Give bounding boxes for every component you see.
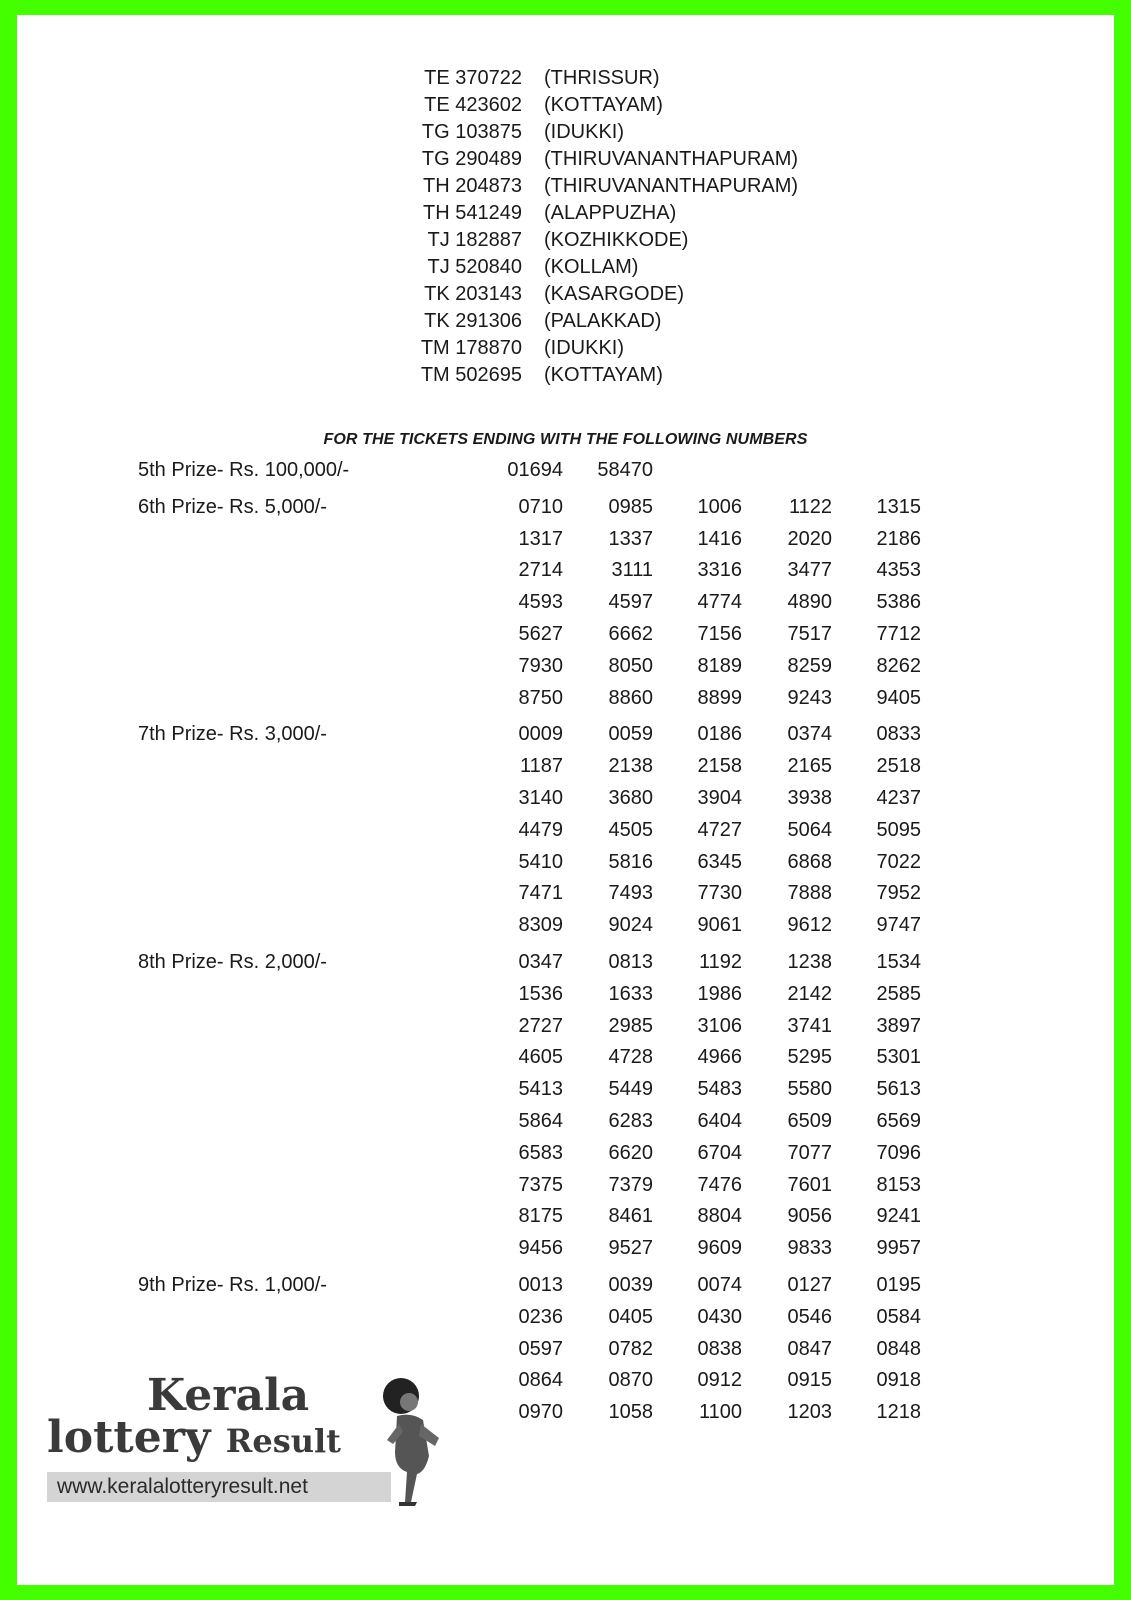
logo-kerala-text: Kerala bbox=[147, 1370, 310, 1421]
prize-number: 3938 bbox=[787, 787, 832, 809]
prize-number: 8309 bbox=[518, 914, 563, 937]
prize-number: 5483 bbox=[697, 1078, 742, 1101]
prize-number: 4237 bbox=[876, 787, 921, 809]
winner-place: (KASARGODE) bbox=[544, 283, 685, 305]
prize-number: 8153 bbox=[876, 1173, 921, 1196]
prize-number: 9243 bbox=[787, 686, 832, 709]
prize-number: 5295 bbox=[787, 1046, 832, 1069]
prize-number: 3904 bbox=[697, 787, 742, 809]
prize-number: 6345 bbox=[697, 850, 742, 873]
prize-number: 0985 bbox=[608, 495, 653, 518]
prize-number: 5410 bbox=[518, 850, 563, 873]
winner-row bbox=[17, 202, 1114, 229]
winner-row bbox=[17, 148, 1114, 175]
prize-number: 2138 bbox=[608, 755, 653, 778]
prize-number: 9456 bbox=[518, 1237, 563, 1260]
prize-number: 5816 bbox=[608, 850, 653, 873]
winner-place: (THIRUVANANTHAPURAM) bbox=[544, 175, 799, 197]
winner-row bbox=[17, 229, 1114, 256]
prize-number: 0039 bbox=[608, 1274, 653, 1296]
result-page bbox=[17, 15, 1114, 1585]
prize-number: 1633 bbox=[608, 982, 653, 1005]
prize-number: 1238 bbox=[787, 951, 832, 973]
prize-number: 7888 bbox=[787, 882, 832, 905]
winner-row bbox=[17, 256, 1114, 283]
winner-row bbox=[17, 94, 1114, 121]
winner-place: (IDUKKI) bbox=[544, 121, 624, 143]
prize-number: 5627 bbox=[518, 623, 563, 645]
prize-number: 1058 bbox=[608, 1401, 653, 1424]
prize-number: 7471 bbox=[518, 882, 563, 905]
prize-number: 1006 bbox=[697, 495, 742, 518]
winner-place: (ALAPPUZHA) bbox=[544, 202, 677, 224]
prize-number: 4353 bbox=[876, 559, 921, 582]
prize-number: 1317 bbox=[518, 527, 563, 550]
prize-number: 4774 bbox=[697, 591, 742, 614]
prize-number: 3140 bbox=[518, 787, 563, 809]
prize-number: 0059 bbox=[608, 723, 653, 746]
prize-number: 7077 bbox=[787, 1141, 832, 1164]
prize-number: 7493 bbox=[608, 882, 653, 905]
logo-lottery-word: lottery bbox=[47, 1412, 211, 1463]
prize-number: 7601 bbox=[787, 1173, 832, 1196]
prize-number: 2585 bbox=[876, 982, 921, 1005]
prize-number: 2727 bbox=[518, 1014, 563, 1037]
prize-number: 8050 bbox=[608, 654, 653, 677]
winner-place: (IDUKKI) bbox=[544, 337, 624, 359]
prize-number: 9405 bbox=[876, 686, 921, 709]
prize-number: 1187 bbox=[519, 755, 563, 778]
winner-row bbox=[17, 67, 1114, 94]
winner-list bbox=[17, 67, 1114, 391]
prize-number: 0195 bbox=[876, 1274, 921, 1296]
prize-number: 1416 bbox=[697, 527, 742, 550]
winner-ticket: TM 178870 bbox=[420, 337, 522, 359]
winner-ticket: TG 290489 bbox=[421, 148, 522, 170]
prize-number: 8189 bbox=[697, 654, 742, 677]
prize-number: 2142 bbox=[787, 982, 832, 1005]
prize-number: 0597 bbox=[518, 1337, 563, 1360]
prize-number: 0546 bbox=[787, 1305, 832, 1328]
prize-label: 6th Prize- Rs. 5,000/- bbox=[138, 495, 327, 518]
prize-number: 0912 bbox=[697, 1369, 742, 1392]
prize-number: 0782 bbox=[608, 1337, 653, 1360]
prize-number: 6569 bbox=[876, 1110, 921, 1132]
prize-number: 5095 bbox=[876, 818, 921, 841]
prize-number: 6868 bbox=[787, 850, 832, 873]
prize-number: 3111 bbox=[611, 559, 653, 582]
prize-number: 9241 bbox=[876, 1205, 921, 1228]
prize-number: 0013 bbox=[518, 1274, 563, 1296]
winner-ticket: TK 203143 bbox=[424, 283, 522, 305]
prize-number: 9056 bbox=[787, 1205, 832, 1228]
logo-result-word: Result bbox=[225, 1422, 341, 1460]
prize-number: 0236 bbox=[518, 1305, 563, 1328]
prize-number: 7375 bbox=[518, 1173, 563, 1196]
winner-ticket: TG 103875 bbox=[421, 121, 522, 143]
prize-number: 7156 bbox=[697, 623, 742, 645]
prize-number: 2020 bbox=[787, 527, 832, 550]
prize-number: 1203 bbox=[787, 1401, 832, 1424]
prize-number: 0009 bbox=[518, 723, 563, 746]
winner-place: (KOZHIKKODE) bbox=[544, 229, 689, 251]
prize-number: 0347 bbox=[518, 951, 563, 973]
prize-number: 0970 bbox=[518, 1401, 563, 1424]
prize-number: 4728 bbox=[608, 1046, 653, 1069]
winner-row bbox=[17, 175, 1114, 202]
prize-number: 8461 bbox=[608, 1205, 653, 1228]
prize-number: 0864 bbox=[518, 1369, 563, 1392]
prize-number: 7022 bbox=[876, 850, 921, 873]
winner-ticket: TH 204873 bbox=[423, 175, 522, 197]
prize-number: 1536 bbox=[518, 982, 563, 1005]
notice-heading: FOR THE TICKETS ENDING WITH THE FOLLOWING NUMBERS bbox=[323, 431, 808, 448]
prize-number: 2714 bbox=[518, 559, 563, 582]
logo-url[interactable]: www.keralalotteryresult.net bbox=[47, 1472, 391, 1502]
prize-number: 9024 bbox=[608, 914, 653, 937]
prize-number: 8804 bbox=[697, 1205, 742, 1228]
prize-number: 5301 bbox=[876, 1046, 921, 1069]
prize-number: 0915 bbox=[787, 1369, 832, 1392]
kerala-lottery-logo[interactable] bbox=[47, 1370, 467, 1530]
prize-number: 8175 bbox=[518, 1205, 563, 1228]
prize-number: 7730 bbox=[697, 882, 742, 905]
prize-number: 1218 bbox=[876, 1401, 921, 1424]
prize-number: 0847 bbox=[787, 1337, 832, 1360]
winner-row bbox=[17, 283, 1114, 310]
prize-number: 0405 bbox=[608, 1305, 653, 1328]
prize-number: 8750 bbox=[518, 686, 563, 709]
prize-number: 0833 bbox=[876, 723, 921, 746]
winner-place: (THIRUVANANTHAPURAM) bbox=[544, 148, 799, 170]
prize-number: 1192 bbox=[698, 951, 742, 973]
prize-number: 0374 bbox=[787, 723, 832, 746]
winner-place: (THRISSUR) bbox=[544, 67, 660, 89]
prize-number: 9957 bbox=[876, 1237, 921, 1260]
prize-number: 3477 bbox=[787, 559, 832, 582]
prize-number: 0584 bbox=[876, 1305, 921, 1328]
prize-number: 5864 bbox=[518, 1110, 563, 1132]
prize-number: 4593 bbox=[518, 591, 563, 614]
prize-number: 2165 bbox=[787, 755, 832, 778]
winner-row bbox=[17, 310, 1114, 337]
prize-number: 5449 bbox=[608, 1078, 653, 1101]
prize-number: 2186 bbox=[876, 527, 921, 550]
prize-number: 2518 bbox=[876, 755, 921, 778]
prize-number: 4479 bbox=[518, 818, 563, 841]
prize-number: 58470 bbox=[597, 459, 653, 481]
prize-number: 2985 bbox=[608, 1014, 653, 1037]
prize-number: 6704 bbox=[697, 1141, 742, 1164]
prize-number: 0918 bbox=[876, 1369, 921, 1392]
winner-ticket: TJ 182887 bbox=[427, 229, 522, 251]
prize-number: 2158 bbox=[697, 755, 742, 778]
prize-number: 4505 bbox=[608, 818, 653, 841]
prize-number: 6404 bbox=[697, 1110, 742, 1132]
winner-row bbox=[17, 337, 1114, 364]
winner-row bbox=[17, 364, 1114, 391]
prize-number: 4890 bbox=[787, 591, 832, 614]
prize-number: 1534 bbox=[876, 951, 921, 973]
prize-number: 0127 bbox=[787, 1274, 832, 1296]
prize-number: 7930 bbox=[518, 654, 563, 677]
prize-number: 7379 bbox=[608, 1173, 653, 1196]
prize-number: 0074 bbox=[697, 1274, 742, 1296]
winner-ticket: TE 423602 bbox=[424, 94, 522, 116]
prize-number: 8899 bbox=[697, 686, 742, 709]
prize-number: 1122 bbox=[788, 495, 832, 518]
winner-ticket: TM 502695 bbox=[420, 364, 522, 386]
prize-number: 4966 bbox=[697, 1046, 742, 1069]
prize-number: 5386 bbox=[876, 591, 921, 614]
prize-number: 5413 bbox=[518, 1078, 563, 1101]
prize-number: 01694 bbox=[507, 459, 563, 481]
prize-label: 9th Prize- Rs. 1,000/- bbox=[138, 1274, 327, 1296]
winner-ticket: TK 291306 bbox=[424, 310, 522, 332]
prize-number: 6662 bbox=[608, 623, 653, 645]
prize-number: 9833 bbox=[787, 1237, 832, 1260]
prize-number: 6583 bbox=[518, 1141, 563, 1164]
prize-number: 9612 bbox=[787, 914, 832, 937]
prize-number: 0710 bbox=[518, 495, 563, 518]
prize-number: 7952 bbox=[876, 882, 921, 905]
prize-number: 1986 bbox=[697, 982, 742, 1005]
winner-place: (PALAKKAD) bbox=[544, 310, 662, 332]
prize-number: 7096 bbox=[876, 1141, 921, 1164]
prize-number: 0848 bbox=[876, 1337, 921, 1360]
prize-number: 5613 bbox=[876, 1078, 921, 1101]
winner-place: (KOTTAYAM) bbox=[544, 94, 663, 116]
prize-number: 8262 bbox=[876, 654, 921, 677]
prize-number: 9527 bbox=[608, 1237, 653, 1260]
logo-lottery-text bbox=[47, 1412, 341, 1463]
prize-number: 6509 bbox=[787, 1110, 832, 1132]
prize-number: 1100 bbox=[698, 1401, 742, 1424]
prize-number: 9061 bbox=[697, 914, 742, 937]
prize-number: 3741 bbox=[787, 1014, 832, 1037]
prize-number: 0430 bbox=[697, 1305, 742, 1328]
prize-number: 0838 bbox=[697, 1337, 742, 1360]
winner-ticket: TE 370722 bbox=[424, 67, 522, 89]
prize-number: 8259 bbox=[787, 654, 832, 677]
prize-number: 9747 bbox=[876, 914, 921, 937]
winner-row bbox=[17, 121, 1114, 148]
prize-number: 7517 bbox=[787, 623, 832, 645]
prize-number: 1337 bbox=[608, 527, 653, 550]
prize-number: 0813 bbox=[608, 951, 653, 973]
winner-ticket: TH 541249 bbox=[423, 202, 522, 224]
winner-place: (KOLLAM) bbox=[544, 256, 639, 278]
prize-number: 6620 bbox=[608, 1141, 653, 1164]
prize-number: 4597 bbox=[608, 591, 653, 614]
prize-number: 6283 bbox=[608, 1110, 653, 1132]
prize-number: 3106 bbox=[697, 1014, 742, 1037]
prize-number: 0186 bbox=[697, 723, 742, 746]
prize-label: 8th Prize- Rs. 2,000/- bbox=[138, 951, 327, 973]
prize-number: 7712 bbox=[876, 623, 921, 645]
prize-number: 9609 bbox=[697, 1237, 742, 1260]
prize-label: 7th Prize- Rs. 3,000/- bbox=[138, 723, 327, 746]
mascot-figure-icon bbox=[377, 1376, 447, 1506]
prize-number: 5580 bbox=[787, 1078, 832, 1101]
prize-label: 5th Prize- Rs. 100,000/- bbox=[138, 459, 350, 481]
prize-number: 4727 bbox=[697, 818, 742, 841]
prize-number: 5064 bbox=[787, 818, 832, 841]
winner-place: (KOTTAYAM) bbox=[544, 364, 663, 386]
prize-number: 0870 bbox=[608, 1369, 653, 1392]
prize-number: 8860 bbox=[608, 686, 653, 709]
prize-number: 1315 bbox=[876, 495, 921, 518]
prize-number: 4605 bbox=[518, 1046, 563, 1069]
winner-ticket: TJ 520840 bbox=[427, 256, 522, 278]
prize-number: 3897 bbox=[876, 1014, 921, 1037]
prize-number: 3680 bbox=[608, 787, 653, 809]
prize-number: 7476 bbox=[697, 1173, 742, 1196]
prize-number: 3316 bbox=[697, 559, 742, 582]
